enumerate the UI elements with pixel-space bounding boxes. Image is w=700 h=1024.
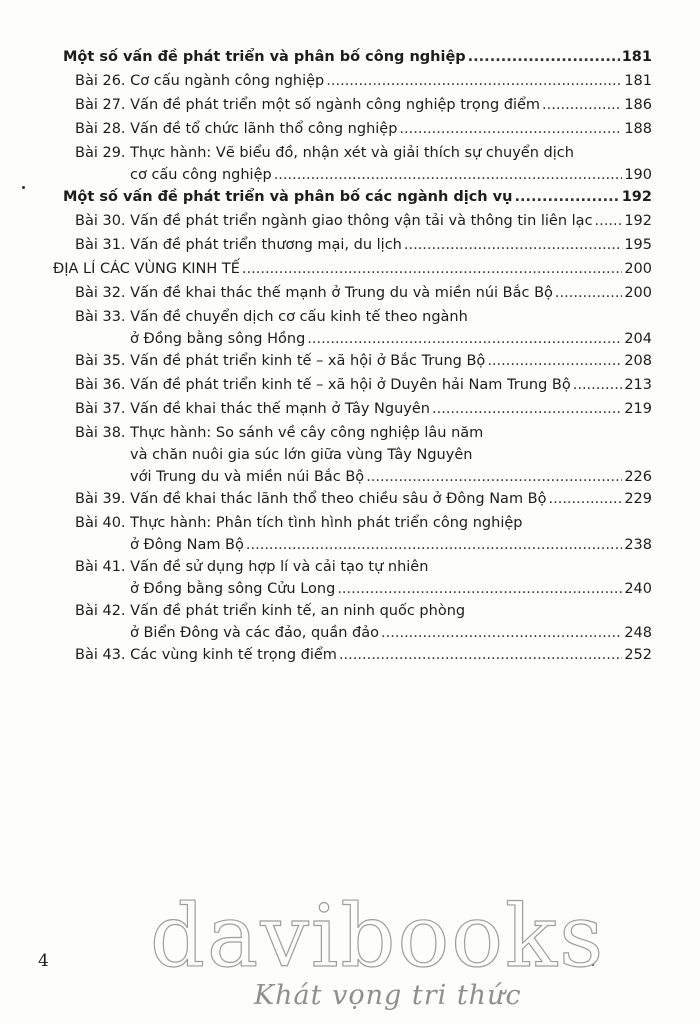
toc-entry-title-continued: ở Đông Nam Bộ (130, 537, 244, 553)
toc-entry-page: 200 (624, 261, 652, 277)
toc-entry-title: Bài 30. Vấn đề phát triển ngành giao thông vận tải và thông tin liên lạc (75, 213, 593, 229)
dot-leader (274, 164, 623, 186)
toc-entry-title: Bài 43. Các vùng kinh tế trọng điểm (75, 647, 337, 663)
dot-leader (337, 578, 622, 600)
toc-entry-page: 252 (624, 647, 652, 663)
toc-entry-title-continued: cơ cấu công nghiệp (130, 167, 272, 183)
dot-leader (573, 374, 623, 396)
watermark-slogan: Khát vọng tri thức (254, 980, 522, 1011)
toc-entry-title: Bài 31. Vấn đề phát triển thương mại, du lịch (75, 237, 402, 253)
print-speck (22, 186, 25, 189)
toc-entry-page: 186 (624, 97, 652, 113)
toc-entry-page: 200 (624, 285, 652, 301)
dot-leader (339, 644, 622, 666)
toc-entry-title: Một số vấn đề phát triển và phân bố các ngành dịch vụ (63, 189, 513, 205)
dot-leader (246, 534, 622, 556)
toc-entry-title: Bài 36. Vấn đề phát triển kinh tế – xã hội ở Duyên hải Nam Trung Bộ (75, 377, 571, 393)
toc-entry-title: Bài 39. Vấn đề khai thác lãnh thổ theo chiều sâu ở Đông Nam Bộ (75, 491, 547, 507)
toc-entry-title: Bài 42. Vấn đề phát triển kinh tế, an ninh quốc phòng (75, 603, 466, 619)
dot-leader (307, 328, 622, 350)
toc-entry-title: Bài 29. Thực hành: Vẽ biểu đồ, nhận xét và giải thích sự chuyển dịch (75, 145, 574, 161)
toc-entry-page: 213 (624, 377, 652, 393)
toc-entry-title: Bài 38. Thực hành: So sánh về cây công nghiệp lâu năm (75, 425, 484, 441)
dot-leader (542, 94, 622, 116)
toc-entry-title-continued: với Trung du và miền núi Bắc Bộ (130, 469, 365, 485)
toc-entry-title-continued: và chăn nuôi gia súc lớn giữa vùng Tây Nguyên (130, 447, 473, 463)
dot-leader (242, 258, 622, 280)
toc-entry-title-continued: ở Đồng bằng sông Hồng (130, 331, 306, 347)
toc-entry-title: Bài 27. Vấn đề phát triển một số ngành công nghiệp trọng điểm (75, 97, 541, 113)
toc-entry-title: Bài 40. Thực hành: Phân tích tình hình phát triển công nghiệp (75, 515, 523, 531)
toc-entry-page: 226 (624, 469, 652, 485)
page-number: 4 (38, 951, 49, 971)
dot-leader (487, 350, 622, 372)
toc-entry-page: 181 (621, 49, 652, 65)
toc-entry-page: 181 (624, 73, 652, 89)
toc-entry-title: Bài 28. Vấn đề tổ chức lãnh thổ công nghiệp (75, 121, 398, 137)
toc-entry-page: 219 (624, 401, 652, 417)
watermark-brand: davibooks (150, 887, 606, 987)
toc-entry-title: Bài 41. Vấn đề sử dụng hợp lí và cải tạo tự nhiên (75, 559, 429, 575)
toc-entry-title: Bài 37. Vấn đề khai thác thế mạnh ở Tây Nguyên (75, 401, 430, 417)
toc-entry-title: Một số vấn đề phát triển và phân bố công nghiệp (63, 49, 466, 65)
toc-entry-title-continued: ở Biển Đông và các đảo, quần đảo (130, 625, 380, 641)
toc-entry-page: 195 (624, 237, 652, 253)
dot-leader (595, 210, 623, 232)
toc-entry-title: Bài 26. Cơ cấu ngành công nghiệp (75, 73, 325, 89)
toc-entry-page: 229 (624, 491, 652, 507)
dot-leader (514, 186, 619, 208)
toc-entry-title: Bài 35. Vấn đề phát triển kinh tế – xã hội ở Bắc Trung Bộ (75, 353, 486, 369)
toc-entry-page: 238 (624, 537, 652, 553)
dot-leader (549, 488, 623, 510)
toc-entry-page: 192 (621, 189, 652, 205)
toc-entry-title: ĐỊA LÍ CÁC VÙNG KINH TẾ (53, 261, 240, 277)
toc-entry-page: 248 (624, 625, 652, 641)
dot-leader (399, 118, 622, 140)
dot-leader (404, 234, 622, 256)
toc-entry-title: Bài 33. Vấn đề chuyển dịch cơ cấu kinh tế theo ngành (75, 309, 468, 325)
toc-entry-page: 188 (624, 121, 652, 137)
toc-entry-page: 204 (624, 331, 652, 347)
toc-entry-title-continued: ở Đồng bằng sông Cửu Long (130, 581, 336, 597)
toc-entry-page: 192 (624, 213, 652, 229)
toc-entry-page: 240 (624, 581, 652, 597)
dot-leader (381, 622, 622, 644)
dot-leader (366, 466, 622, 488)
dot-leader (468, 46, 620, 68)
dot-leader (432, 398, 622, 420)
dot-leader (326, 70, 622, 92)
dot-leader (555, 282, 622, 304)
toc-entry-title: Bài 32. Vấn đề khai thác thế mạnh ở Trung du và miền núi Bắc Bộ (75, 285, 553, 301)
toc-entry-page: 208 (624, 353, 652, 369)
toc-entry-page: 190 (624, 167, 652, 183)
